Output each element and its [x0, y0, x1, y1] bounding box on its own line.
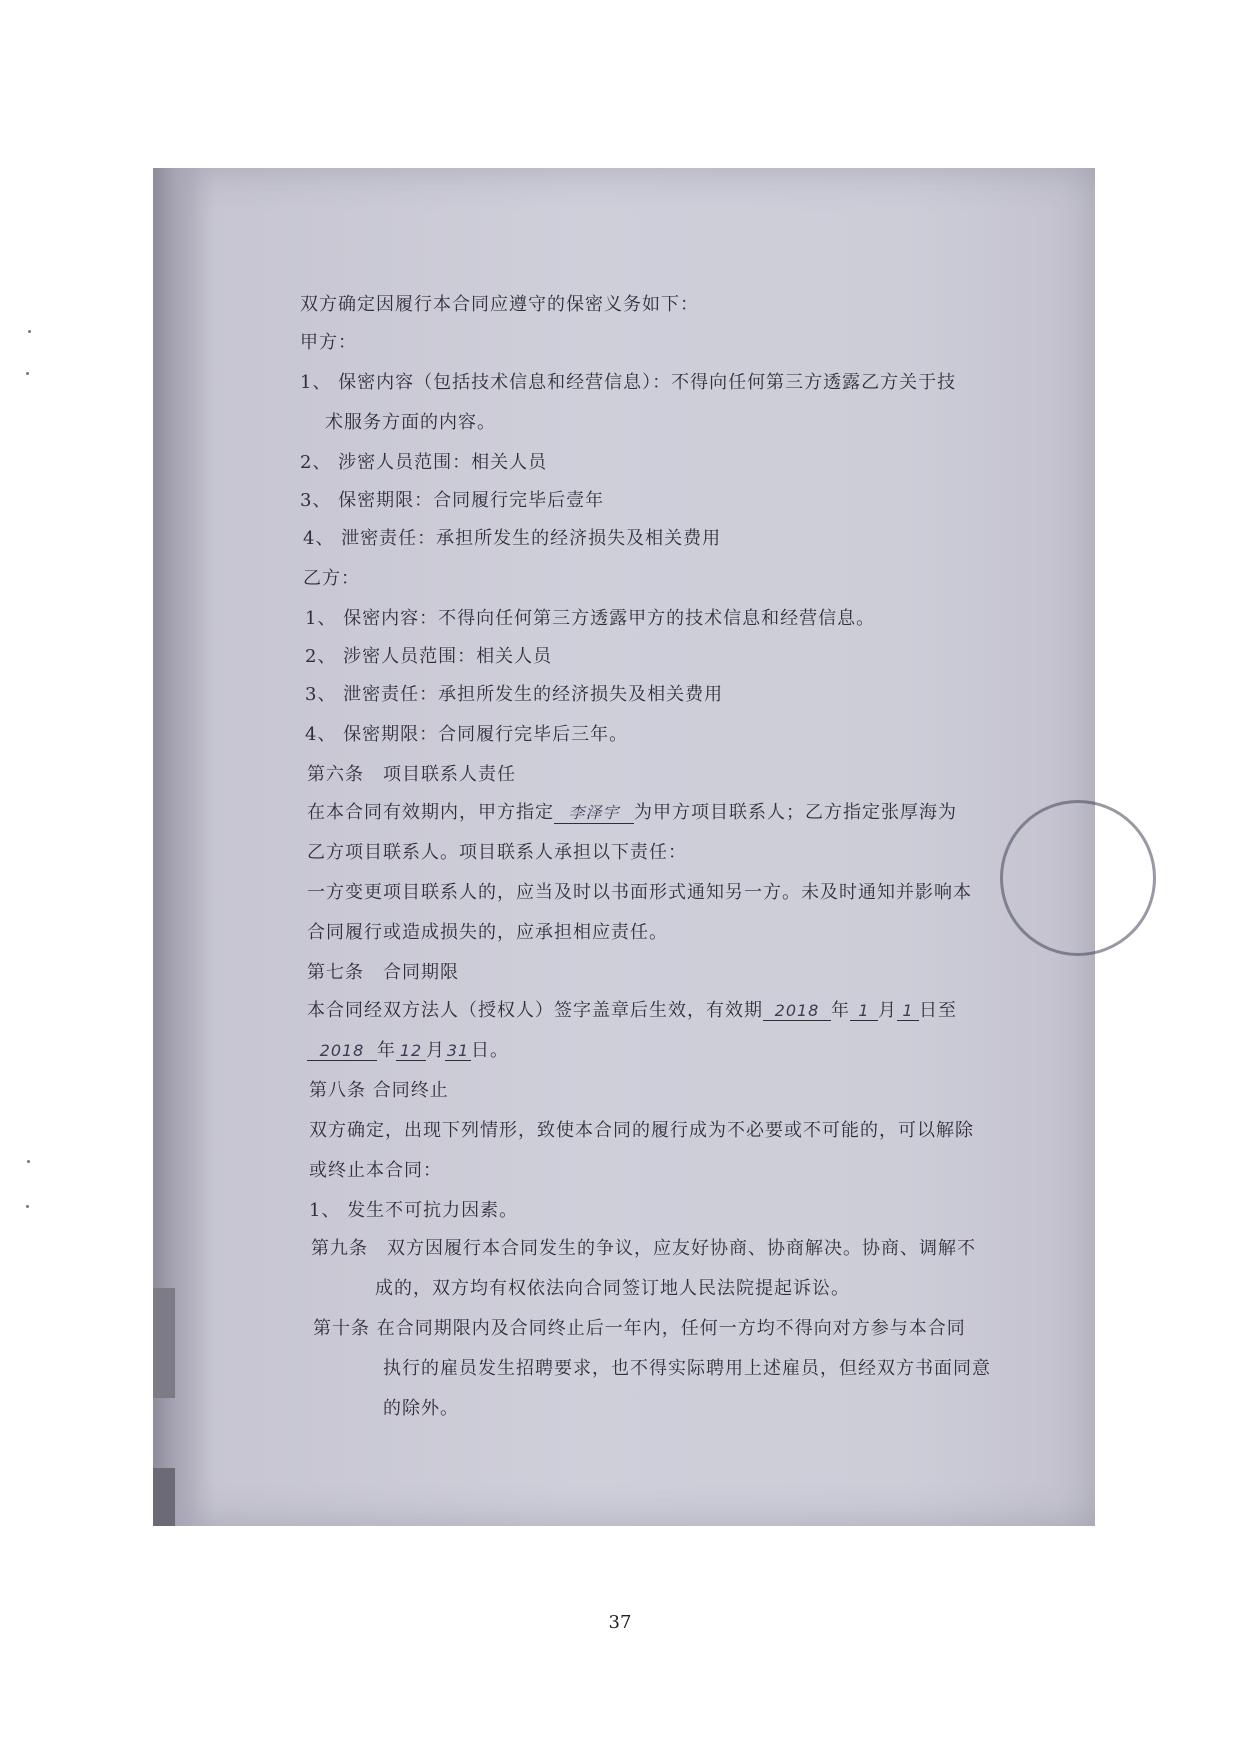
- edge-strip: [153, 1468, 175, 1526]
- article-9-line: 成的，双方均有权依法向合同签订地人民法院提起诉讼。: [375, 1278, 850, 1299]
- month-char: 月: [426, 1040, 445, 1061]
- party-b-heading: 乙方：: [303, 568, 360, 589]
- edge-strip: [153, 1288, 175, 1398]
- article-6-line: [307, 798, 957, 824]
- scan-speck: [28, 330, 31, 333]
- party-b-item: 4、 保密期限：合同履行完毕后三年。: [305, 724, 629, 745]
- article-8-heading: 第八条 合同终止: [309, 1080, 449, 1101]
- party-a-item: 3、 保密期限：合同履行完毕后壹年: [300, 490, 605, 511]
- handwritten-start-month: 1: [850, 1001, 878, 1021]
- to-char: 至: [938, 1000, 957, 1021]
- company-seal-partial: [1000, 800, 1156, 956]
- article-6-line: 一方变更项目联系人的，应当及时以书面形式通知另一方。未及时通知并影响本: [307, 882, 972, 903]
- article-6-text: 为甲方项目联系人；乙方指定: [634, 802, 881, 823]
- party-a-item: 2、 涉密人员范围：相关人员: [300, 452, 548, 473]
- article-7-line: [307, 1036, 509, 1062]
- scanned-document: [153, 168, 1095, 1526]
- article-6-text: 为: [938, 802, 957, 823]
- intro-text: 双方确定因履行本合同应遵守的保密义务如下：: [300, 294, 699, 315]
- article-8-line: 或终止本合同：: [309, 1160, 442, 1181]
- contact-b-name: 张厚海: [881, 802, 938, 823]
- year-char: 年: [377, 1040, 396, 1061]
- party-a-heading: 甲方：: [300, 332, 357, 353]
- scan-speck: [27, 1160, 30, 1163]
- article-10-line: 第十条 在合同期限内及合同终止后一年内，任何一方均不得向对方参与本合同: [313, 1318, 966, 1339]
- article-6-line: 合同履行或造成损失的，应承担相应责任。: [307, 922, 668, 943]
- article-7-heading: 第七条 合同期限: [307, 962, 459, 983]
- party-b-item: 3、 泄密责任：承担所发生的经济损失及相关费用: [305, 684, 724, 705]
- month-char: 月: [878, 1000, 897, 1021]
- scan-speck: [26, 1205, 29, 1208]
- handwritten-end-day: 31: [446, 1041, 470, 1060]
- page-number: 37: [608, 1612, 632, 1633]
- party-a-item: 4、 泄密责任：承担所发生的经济损失及相关费用: [303, 528, 722, 549]
- party-b-item: 2、 涉密人员范围：相关人员: [305, 646, 553, 667]
- article-7-text: 本合同经双方法人（授权人）签字盖章后生效，有效期: [307, 1000, 763, 1021]
- article-7-line: [307, 996, 957, 1022]
- handwritten-end-month: 12: [396, 1041, 426, 1061]
- day-char: 日: [919, 1000, 938, 1021]
- party-a-item: 术服务方面的内容。: [325, 412, 496, 433]
- handwritten-start-day: 1: [897, 1001, 919, 1021]
- article-10-line: 的除外。: [383, 1398, 459, 1419]
- year-char: 年: [831, 1000, 850, 1021]
- handwritten-contact-a: 李泽宇: [554, 800, 634, 824]
- handwritten-end-year: 2018: [307, 1041, 377, 1061]
- article-8-line: 双方确定，出现下列情形，致使本合同的履行成为不必要或不可能的，可以解除: [309, 1120, 974, 1141]
- article-6-line: 乙方项目联系人。项目联系人承担以下责任：: [307, 842, 687, 863]
- party-b-item: 1、 保密内容：不得向任何第三方透露甲方的技术信息和经营信息。: [305, 608, 876, 629]
- scan-speck: [26, 372, 29, 375]
- article-6-heading: 第六条 项目联系人责任: [307, 764, 516, 785]
- handwritten-start-year: 2018: [763, 1001, 831, 1021]
- article-10-line: 执行的雇员发生招聘要求，也不得实际聘用上述雇员，但经双方书面同意: [383, 1358, 991, 1379]
- party-a-item: 1、 保密内容（包括技术信息和经营信息）：不得向任何第三方透露乙方关于技: [300, 372, 957, 393]
- article-9-line: 第九条 双方因履行本合同发生的争议，应友好协商、协商解决。协商、调解不: [311, 1238, 976, 1259]
- article-8-item: 1、 发生不可抗力因素。: [309, 1200, 519, 1221]
- end-suffix: 。: [490, 1040, 509, 1061]
- article-6-text: 在本合同有效期内，甲方指定: [307, 802, 554, 823]
- day-char: 日: [471, 1040, 490, 1061]
